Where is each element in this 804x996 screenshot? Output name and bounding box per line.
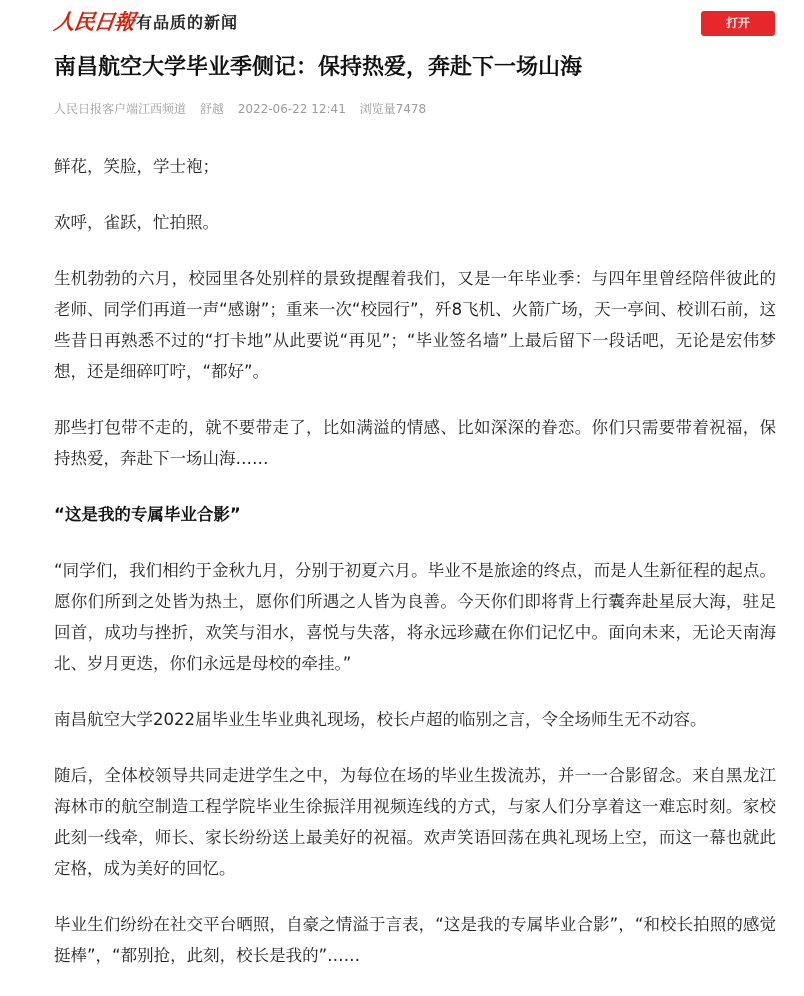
paragraph: “同学们，我们相约于金秋九月，分别于初夏六月。毕业不是旅途的终点，而是人生新征程的起点。愿你们所到之处皆为热土，愿你们所遇之人皆为良善。今天你们即将背上行囊奔赴星辰大海，驻足回首，成功与挫折，欢笑与泪水，喜悦与失落，将永远珍藏在你们记忆中。面向未来，无论天南海北、岁月更迭，你们永远是母校的牵挂。” [54, 561, 776, 673]
section-subheading: “这是我的专属毕业合影” [54, 505, 241, 524]
article-views: 浏览量7478 [359, 102, 427, 116]
open-app-button[interactable]: 打开 [701, 11, 775, 36]
paragraph: 南昌航空大学2022届毕业生毕业典礼现场，校长卢超的临别之言，令全场师生无不动容。 [54, 710, 707, 729]
article-meta [54, 100, 436, 118]
slogan: 有品质的新闻 [136, 13, 239, 32]
article-author: 舒越 [199, 102, 224, 116]
top-bar [0, 0, 804, 46]
paragraph: 欢呼，雀跃，忙拍照。 [54, 213, 219, 232]
paragraph: 毕业生们纷纷在社交平台晒照，自豪之情溢于言表，“这是我的专属毕业合影”，“和校长拍照的感觉挺棒”，“都别抢，此刻，校长是我的”…… [54, 915, 776, 965]
paragraph: 生机勃勃的六月，校园里各处别样的景致提醒着我们，又是一年毕业季：与四年里曾经陪伴彼此的老师、同学们再道一声“感谢”；重来一次“校园行”，歼8飞机、火箭广场，天一亭间、校训石前，这些昔日再熟悉不过的“打卡地”从此要说“再见”；“毕业签名墙”上最后留下一段话吧，无论是宏伟梦想，还是细碎叮咛，“都好”。 [54, 269, 776, 381]
article-body [54, 151, 776, 996]
logo[interactable]: 人民日報 [52, 9, 136, 34]
paragraph: 那些打包带不走的，就不要带走了，比如满溢的情感、比如深深的眷恋。你们只需要带着祝福，保持热爱，奔赴下一场山海…… [54, 418, 776, 468]
paragraph: 鲜花，笑脸，学士袍； [54, 157, 219, 176]
article-source: 人民日报客户端江西频道 [54, 102, 187, 116]
paragraph: 随后，全体校领导共同走进学生之中，为每位在场的毕业生拨流苏，并一一合影留念。来自黑龙江海林市的航空制造工程学院毕业生徐振洋用视频连线的方式，与家人们分享着这一难忘时刻。家校此刻一线牵，师长、家长纷纷送上最美好的祝福。欢声笑语回荡在典礼现场上空，而这一幕也就此定格，成为美好的回忆。 [54, 766, 776, 878]
article-datetime: 2022-06-22 12:41 [237, 102, 346, 116]
article-title: 南昌航空大学毕业季侧记：保持热爱，奔赴下一场山海 [54, 55, 583, 80]
